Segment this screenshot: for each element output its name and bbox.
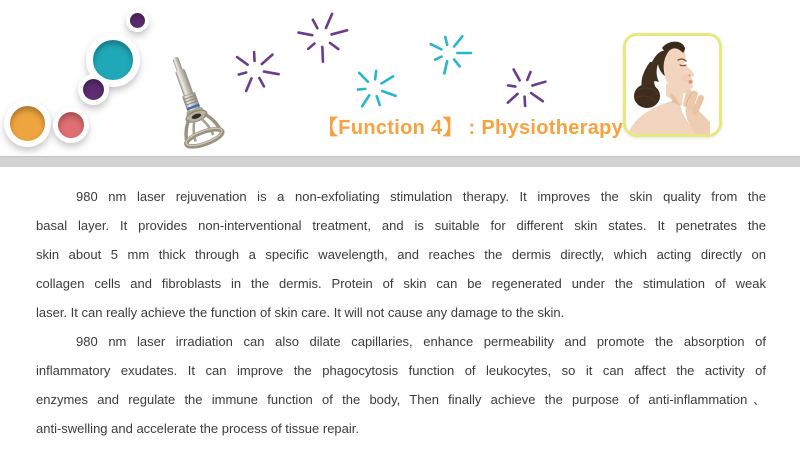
body-line: anti-swelling and accelerate the process of tissue repair. bbox=[36, 421, 360, 436]
body-line: 980 nm laser irradiation can also dilate capillaries, enhance permeability and promote the absorption of bbox=[76, 334, 766, 349]
starburst-icon bbox=[498, 62, 550, 114]
purple-paint-dot-top bbox=[126, 9, 149, 32]
body-line: enzymes and regulate the immune function of the body, Then finally achieve the purpose of anti-inflammation、 bbox=[36, 392, 766, 407]
body-line: collagen cells and fibroblasts in the dermis. Protein of skin can be regenerated under the stimulation of weak bbox=[36, 276, 766, 291]
model-photo bbox=[626, 36, 719, 134]
body-line: laser. It can really achieve the function of skin care. It will not cause any damage to the skin. bbox=[36, 305, 565, 320]
starburst-icon bbox=[424, 28, 474, 78]
body-line: basal layer. It provides non-interventional treatment, and is suitable for different skin states. It penetrates the bbox=[36, 218, 766, 233]
laser-handpiece-image bbox=[146, 52, 238, 154]
divider-bar bbox=[0, 156, 800, 167]
starburst-icon bbox=[293, 8, 351, 66]
starburst-icon bbox=[348, 62, 400, 114]
purple-paint-circle-mid bbox=[78, 74, 109, 105]
body-text bbox=[36, 182, 766, 443]
body-line: 980 nm laser rejuvenation is a non-exfoliating stimulation therapy. It improves the skin quality from the bbox=[76, 189, 766, 204]
body-line: skin about 5 mm thick through a specific wavelength, and reaches the dermis directly, which acting directly on bbox=[36, 247, 766, 262]
pink-paint-circle bbox=[53, 107, 89, 143]
page-title: 【Function 4】 : Physiotherapy bbox=[318, 117, 624, 139]
body-line: inflammatory exudates. It can improve the phagocytosis function of leukocytes, so it can affect the activity of bbox=[36, 363, 766, 378]
starburst-icon bbox=[228, 43, 282, 97]
model-photo-frame bbox=[623, 33, 722, 137]
yellow-paint-circle bbox=[4, 100, 51, 147]
